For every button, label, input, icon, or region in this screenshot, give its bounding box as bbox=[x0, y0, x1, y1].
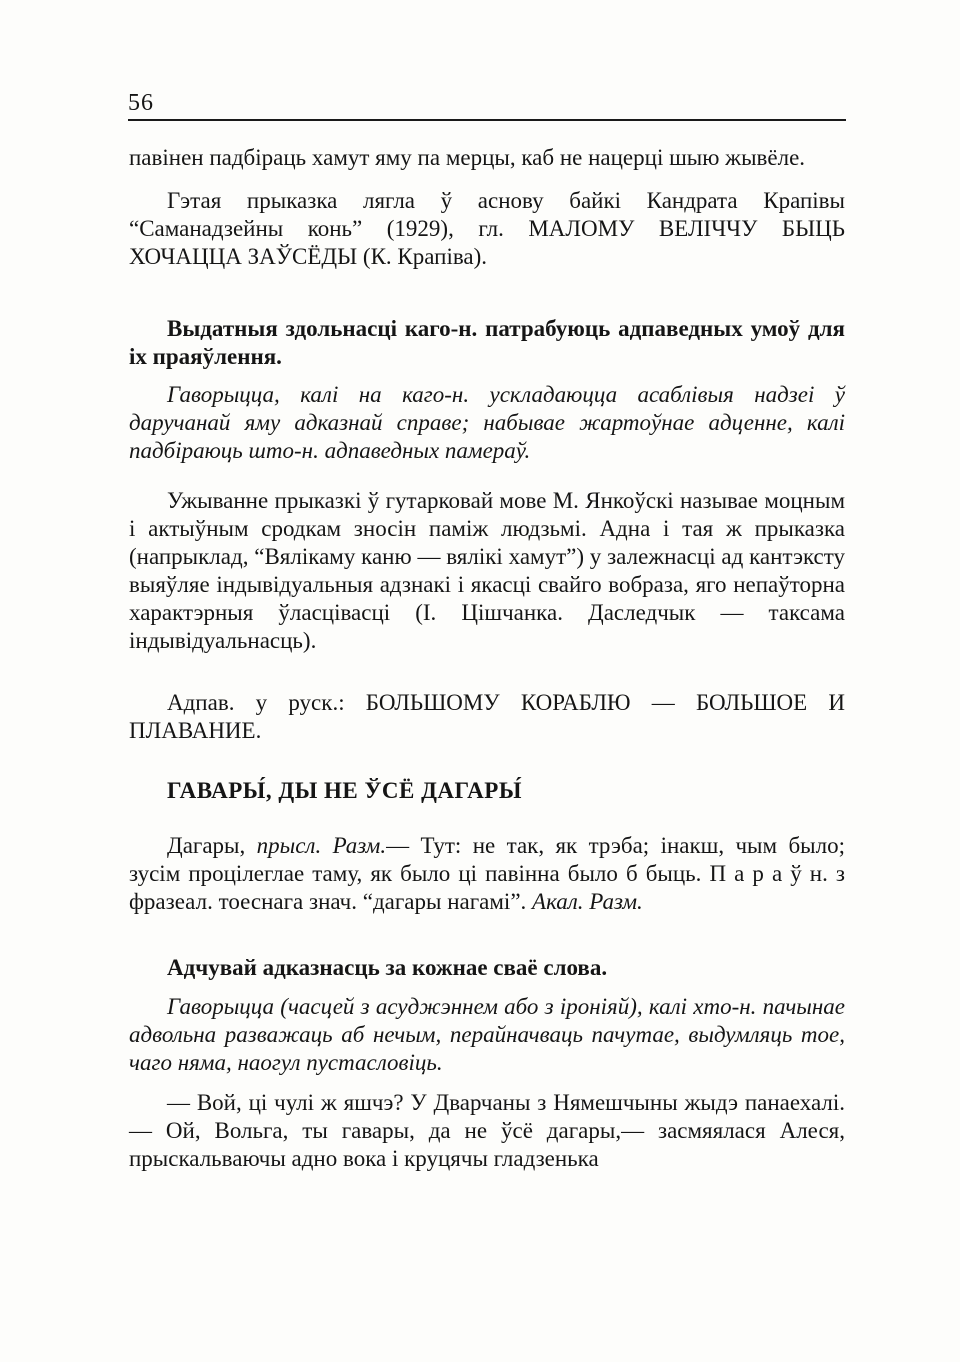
gloss-definition: — Тут: не так, як трэба; інакш, чым было; зусім процілеглае таму, як было ці павінна было б быць. П а р а ў н. з фразеал. тоеснага знач. “дагары нагамі”. bbox=[129, 833, 845, 914]
definition-2: Адчувай адказнасць за кожнае сваё слова. bbox=[167, 955, 608, 980]
page-header bbox=[128, 90, 846, 121]
russian-equivalent: Адпав. у руск.: БОЛЬШОМУ КОРАБЛЮ — БОЛЬШОЕ И ПЛАВАНИЕ. bbox=[129, 690, 845, 743]
gloss-grammar-label: прысл. Разм. bbox=[256, 833, 387, 858]
gloss-paragraph bbox=[129, 832, 845, 916]
usage-note-1: Гаворыцца, калі на каго-н. ускладаюцца асаблівыя надзеі ў даручанай яму адказнай справе; набывае жартоўнае адценне, калі падбіраюць што-н. адпаведных памераў. bbox=[129, 382, 845, 463]
commentary-paragraph: Ужыванне прыказкі ў гутарковай мове М. Янкоўскі называе моцным і актыўным сродкам зносін паміж людзьмі. Адна і тая ж прыказка (напрыклад, “Вялікаму каню — вялікі хамут”) у залежнасці ад кантэксту выяўляе індывідуальныя адзнакі і якасці свайго вобраза, яго непаўторна характэрныя ўласцівасці (І. Цішчанка. Даследчык — таксама індывідуальнасць). bbox=[129, 488, 845, 653]
definition-1: Выдатныя здольнасці каго-н. патрабуюць адпаведных умоў для іх праяўлення. bbox=[129, 316, 845, 369]
paragraph-source-note: Гэтая прыказка лягла ў аснову байкі Кандрата Крапівы “Саманадзейны конь” (1929), гл. МАЛОМУ ВЕЛІЧЧУ БЫЦЬ ХОЧАЦЦА ЗАЎСЁДЫ (К. Крапіва). bbox=[129, 188, 845, 269]
page-number: 56 bbox=[128, 90, 154, 116]
gloss-style-label: Акал. Разм. bbox=[532, 889, 643, 914]
text-block bbox=[129, 144, 845, 1173]
header-rule bbox=[128, 119, 846, 121]
gloss-word: Дагары, bbox=[167, 833, 257, 858]
paragraph-continuation: павінен падбіраць хамут яму па мерцы, каб не нацерці шыю жывёле. bbox=[129, 145, 806, 170]
headword: ГАВАРЫ́, ДЫ НЕ ЎСЁ ДАГАРЫ́ bbox=[167, 778, 522, 803]
quotation-paragraph: — Вой, ці чулі ж яшчэ? У Дварчаны з Нямешчыны жыдэ панаехалі.— Ой, Вольга, ты гавары, да не ўсё дагары,— засмяялася Алеся, прыскальваючы адно вока і круцячы гладзенька bbox=[129, 1090, 845, 1171]
usage-note-2: Гаворыцца (часцей з асуджэннем або з іроніяй), калі хто-н. пачынае адвольна разважаць аб нечым, перайначваць пачутае, выдумляць тое, чаго няма, наогул пустасловіць. bbox=[129, 994, 845, 1075]
